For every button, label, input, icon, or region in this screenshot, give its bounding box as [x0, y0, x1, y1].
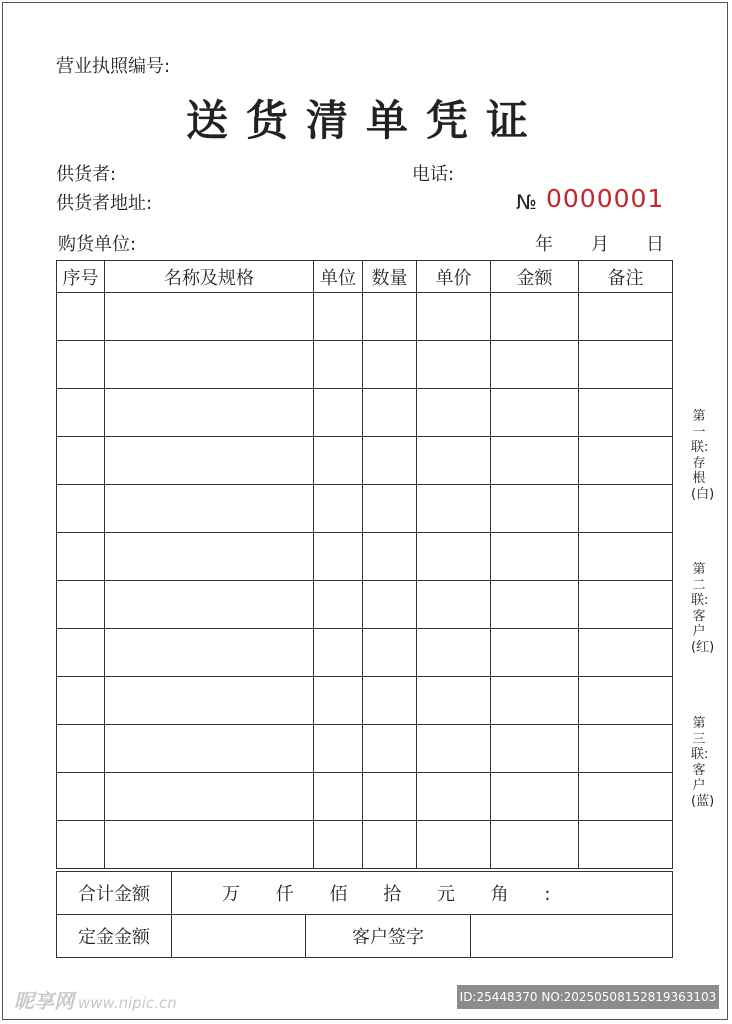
column-header: 单价: [417, 261, 491, 293]
table-cell: [57, 821, 105, 869]
column-header: 数量: [363, 261, 417, 293]
table-row: [57, 341, 673, 389]
table-cell: [105, 341, 314, 389]
table-cell: [579, 821, 673, 869]
table-cell: [314, 677, 363, 725]
totals-table: [56, 871, 673, 958]
table-cell: [57, 389, 105, 437]
column-header: 单位: [314, 261, 363, 293]
copy-note-2: 第二联:客户(红): [691, 562, 715, 655]
table-cell: [105, 629, 314, 677]
table-cell: [417, 821, 491, 869]
table-cell: [314, 725, 363, 773]
table-cell: [57, 293, 105, 341]
date-month-label: 月: [591, 234, 609, 255]
table-cell: [314, 773, 363, 821]
table-row: [57, 725, 673, 773]
total-row: [57, 872, 673, 915]
date-year-label: 年: [535, 234, 553, 255]
table-cell: [491, 389, 579, 437]
table-row: [57, 677, 673, 725]
column-header: 金额: [491, 261, 579, 293]
table-cell: [105, 821, 314, 869]
license-label: 营业执照编号:: [56, 56, 171, 77]
table-cell: [105, 437, 314, 485]
table-cell: [314, 389, 363, 437]
table-cell: [57, 341, 105, 389]
table-cell: [57, 677, 105, 725]
table-cell: [417, 581, 491, 629]
table-cell: [363, 725, 417, 773]
table-cell: [105, 677, 314, 725]
table-cell: [491, 725, 579, 773]
table-cell: [314, 581, 363, 629]
table-cell: [491, 629, 579, 677]
table-cell: [105, 581, 314, 629]
table-row: [57, 389, 673, 437]
address-label: 供货者地址:: [56, 193, 153, 214]
table-cell: [105, 725, 314, 773]
table-cell: [105, 533, 314, 581]
table-cell: [579, 293, 673, 341]
table-cell: [314, 629, 363, 677]
table-row: [57, 437, 673, 485]
table-row: [57, 821, 673, 869]
watermark-site-url: www.nipic.cn: [78, 994, 177, 1012]
table-cell: [417, 773, 491, 821]
table-cell: [491, 533, 579, 581]
table-cell: [57, 581, 105, 629]
table-cell: [363, 533, 417, 581]
table-header-row: [57, 261, 673, 293]
date-day-label: 日: [646, 234, 664, 255]
table-cell: [363, 773, 417, 821]
form-title: 送货清单凭证: [185, 96, 546, 145]
watermark-site-name: 昵享网: [14, 989, 74, 1013]
table-cell: [417, 485, 491, 533]
table-cell: [491, 581, 579, 629]
amount-units: [172, 872, 673, 915]
table-cell: [105, 773, 314, 821]
table-row: [57, 581, 673, 629]
column-header: 名称及规格: [105, 261, 314, 293]
table-cell: [363, 293, 417, 341]
table-cell: [417, 293, 491, 341]
table-cell: [491, 293, 579, 341]
table-cell: [57, 437, 105, 485]
table-row: [57, 485, 673, 533]
table-cell: [314, 437, 363, 485]
table-cell: [105, 485, 314, 533]
unit-label: 角: [490, 884, 513, 905]
unit-label: 拾: [383, 884, 406, 905]
table-cell: [491, 773, 579, 821]
table-cell: [417, 677, 491, 725]
buyer-label: 购货单位:: [58, 234, 137, 255]
serial-number-mark: №: [516, 190, 537, 214]
unit-label: 佰: [329, 884, 352, 905]
table-cell: [363, 821, 417, 869]
table-cell: [105, 389, 314, 437]
signature-cell: [471, 915, 673, 958]
table-cell: [57, 773, 105, 821]
unit-label: :: [544, 884, 555, 905]
table-cell: [363, 341, 417, 389]
column-header: 备注: [579, 261, 673, 293]
table-cell: [579, 773, 673, 821]
table-cell: [579, 629, 673, 677]
table-cell: [579, 437, 673, 485]
table-cell: [314, 293, 363, 341]
deposit-row: [57, 915, 673, 958]
table-cell: [417, 629, 491, 677]
table-cell: [57, 629, 105, 677]
table-row: [57, 773, 673, 821]
table-cell: [491, 485, 579, 533]
table-cell: [314, 485, 363, 533]
table-cell: [314, 341, 363, 389]
unit-label: 仟: [275, 884, 298, 905]
table-cell: [417, 533, 491, 581]
table-cell: [579, 389, 673, 437]
table-cell: [57, 533, 105, 581]
table-cell: [579, 485, 673, 533]
table-row: [57, 533, 673, 581]
table-cell: [57, 485, 105, 533]
copy-note-3: 第三联:客户(蓝): [691, 716, 715, 809]
table-cell: [579, 725, 673, 773]
watermark-logo: [14, 985, 177, 1014]
copy-note-1: 第一联:存根(白): [691, 409, 715, 502]
items-table: [56, 260, 673, 869]
deposit-amount-label: 定金金额: [57, 915, 172, 958]
supplier-label: 供货者:: [56, 164, 117, 185]
table-cell: [491, 821, 579, 869]
signature-label: 客户签字: [306, 915, 471, 958]
unit-label: 万: [222, 884, 244, 905]
table-cell: [363, 581, 417, 629]
deposit-amount-cell: [172, 915, 306, 958]
table-cell: [417, 389, 491, 437]
table-cell: [417, 341, 491, 389]
watermark-image-id: ID:25448370 NO:20250508152819363103: [457, 985, 719, 1009]
table-cell: [491, 437, 579, 485]
table-cell: [491, 677, 579, 725]
table-cell: [363, 437, 417, 485]
table-cell: [579, 677, 673, 725]
unit-label: 元: [436, 884, 459, 905]
table-cell: [579, 581, 673, 629]
column-header: 序号: [57, 261, 105, 293]
table-cell: [314, 533, 363, 581]
phone-label: 电话:: [412, 164, 455, 185]
table-cell: [105, 293, 314, 341]
table-row: [57, 293, 673, 341]
table-cell: [57, 725, 105, 773]
table-cell: [363, 389, 417, 437]
serial-number: 0000001: [546, 184, 665, 213]
table-cell: [417, 725, 491, 773]
table-cell: [579, 341, 673, 389]
table-cell: [363, 485, 417, 533]
table-cell: [314, 821, 363, 869]
total-amount-label: 合计金额: [57, 872, 172, 915]
table-cell: [363, 677, 417, 725]
table-cell: [363, 629, 417, 677]
table-row: [57, 629, 673, 677]
table-cell: [417, 437, 491, 485]
table-cell: [491, 341, 579, 389]
table-cell: [579, 533, 673, 581]
